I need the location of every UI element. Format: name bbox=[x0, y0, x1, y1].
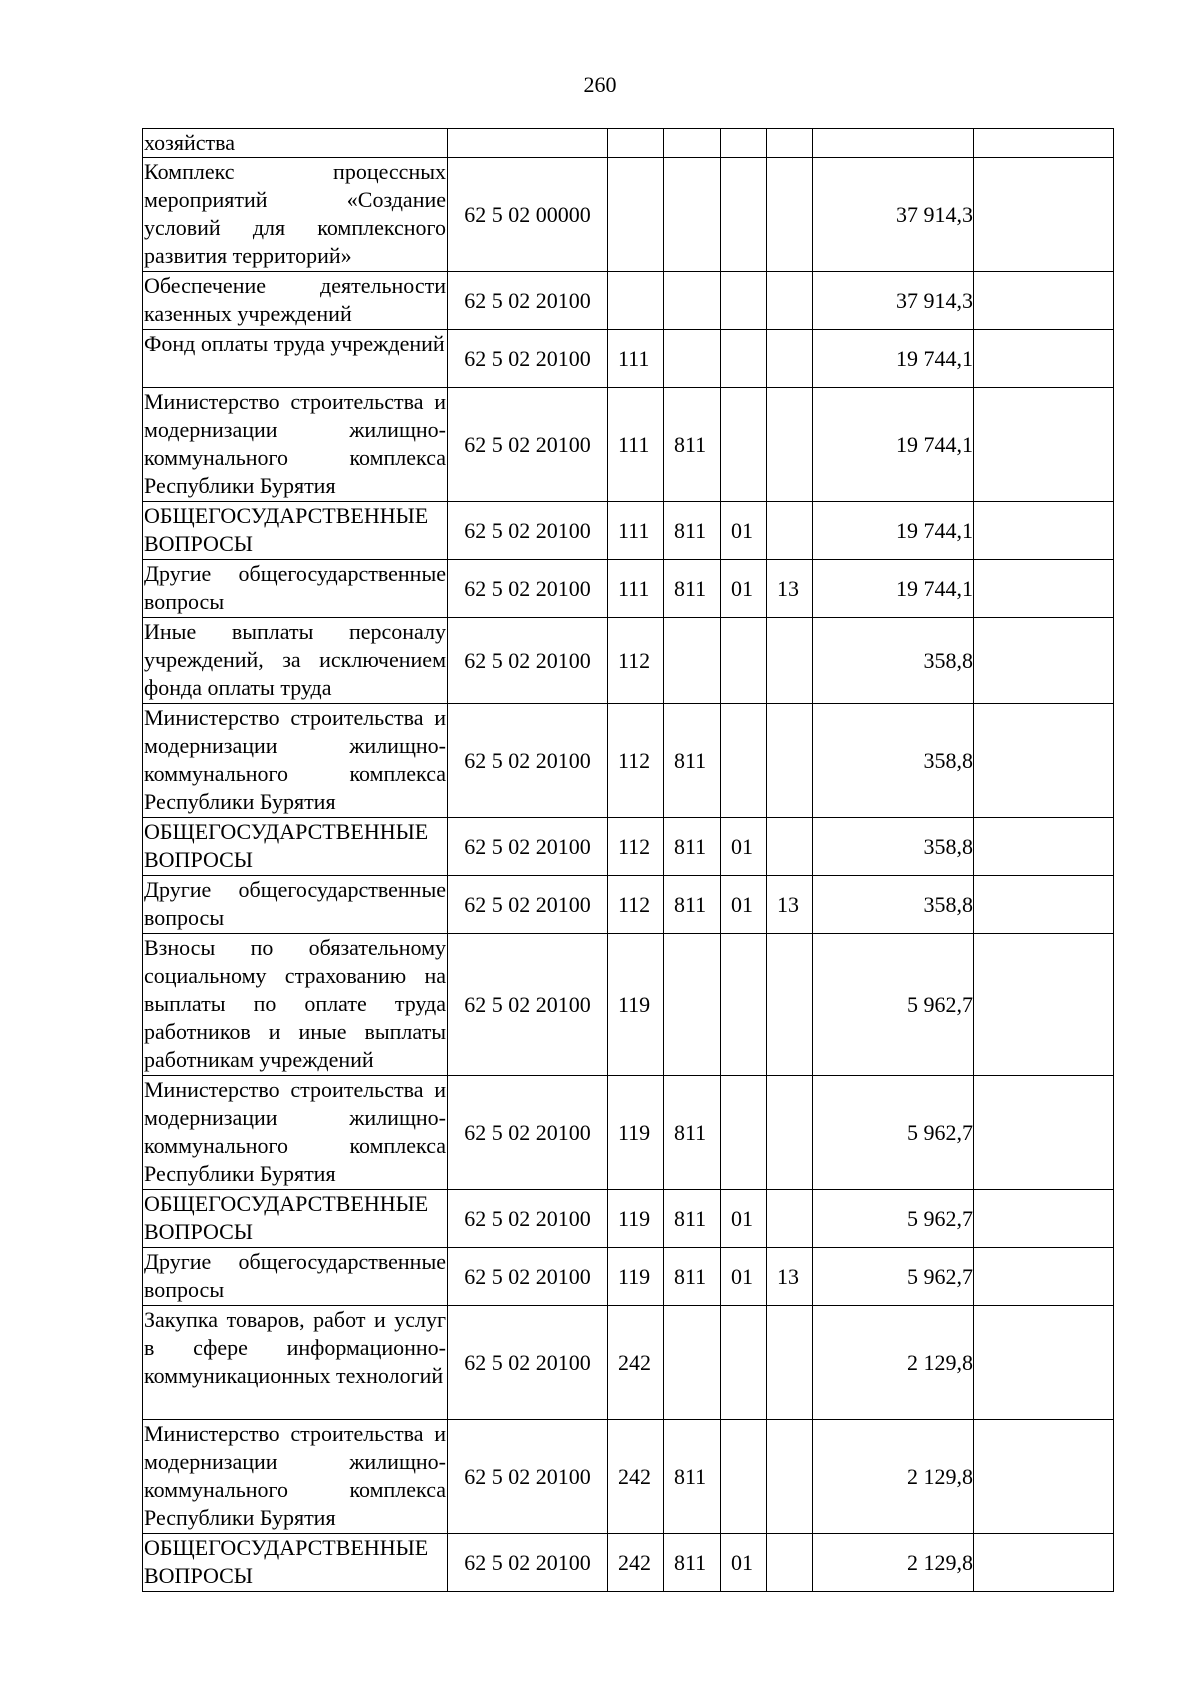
extra-cell bbox=[974, 1306, 1114, 1420]
subsection-cell: 13 bbox=[767, 560, 813, 618]
subsection-cell bbox=[767, 272, 813, 330]
amount-cell: 37 914,3 bbox=[813, 272, 974, 330]
extra-cell bbox=[974, 704, 1114, 818]
target-article-cell: 62 5 02 20100 bbox=[448, 618, 608, 704]
amount-cell: 19 744,1 bbox=[813, 502, 974, 560]
expense-type-cell: 119 bbox=[608, 1248, 664, 1306]
extra-cell bbox=[974, 1534, 1114, 1592]
subsection-cell bbox=[767, 1534, 813, 1592]
amount-cell bbox=[813, 129, 974, 158]
ministry-code-cell: 811 bbox=[664, 1534, 721, 1592]
section-cell bbox=[721, 158, 767, 272]
ministry-code-cell bbox=[664, 330, 721, 388]
table-row bbox=[143, 1420, 1114, 1534]
table-row bbox=[143, 502, 1114, 560]
ministry-code-cell: 811 bbox=[664, 560, 721, 618]
ministry-code-cell: 811 bbox=[664, 704, 721, 818]
extra-cell bbox=[974, 158, 1114, 272]
ministry-code-cell bbox=[664, 618, 721, 704]
extra-cell bbox=[974, 1076, 1114, 1190]
ministry-code-cell: 811 bbox=[664, 1420, 721, 1534]
section-cell bbox=[721, 1076, 767, 1190]
extra-cell bbox=[974, 1420, 1114, 1534]
target-article-cell bbox=[448, 129, 608, 158]
subsection-cell bbox=[767, 1306, 813, 1420]
subsection-cell bbox=[767, 330, 813, 388]
subsection-cell bbox=[767, 1076, 813, 1190]
table-row bbox=[143, 272, 1114, 330]
section-cell: 01 bbox=[721, 1190, 767, 1248]
section-cell bbox=[721, 934, 767, 1076]
target-article-cell: 62 5 02 20100 bbox=[448, 1420, 608, 1534]
ministry-code-cell: 811 bbox=[664, 1248, 721, 1306]
item-name-cell: Фонд оплаты труда учреждений bbox=[143, 330, 448, 388]
item-name-cell: Другие общегосударственные вопросы bbox=[143, 560, 448, 618]
target-article-cell: 62 5 02 00000 bbox=[448, 158, 608, 272]
target-article-cell: 62 5 02 20100 bbox=[448, 272, 608, 330]
table-row bbox=[143, 704, 1114, 818]
amount-cell: 2 129,8 bbox=[813, 1534, 974, 1592]
target-article-cell: 62 5 02 20100 bbox=[448, 704, 608, 818]
amount-cell: 5 962,7 bbox=[813, 1248, 974, 1306]
expense-type-cell: 111 bbox=[608, 502, 664, 560]
section-cell bbox=[721, 1306, 767, 1420]
section-cell bbox=[721, 330, 767, 388]
expense-type-cell: 112 bbox=[608, 704, 664, 818]
extra-cell bbox=[974, 272, 1114, 330]
subsection-cell bbox=[767, 618, 813, 704]
expense-type-cell: 111 bbox=[608, 388, 664, 502]
item-name-cell: Комплекс процессных мероприятий «Создание условий для комплексного развития территорий» bbox=[143, 158, 448, 272]
amount-cell: 5 962,7 bbox=[813, 1076, 974, 1190]
table-row bbox=[143, 1248, 1114, 1306]
ministry-code-cell bbox=[664, 934, 721, 1076]
subsection-cell bbox=[767, 158, 813, 272]
table-row bbox=[143, 560, 1114, 618]
subsection-cell: 13 bbox=[767, 1248, 813, 1306]
target-article-cell: 62 5 02 20100 bbox=[448, 560, 608, 618]
extra-cell bbox=[974, 502, 1114, 560]
item-name-cell: Министерство строительства и модернизации жилищно-коммунального комплекса Республики Бурятия bbox=[143, 1076, 448, 1190]
expense-type-cell: 242 bbox=[608, 1306, 664, 1420]
section-cell: 01 bbox=[721, 502, 767, 560]
target-article-cell: 62 5 02 20100 bbox=[448, 934, 608, 1076]
ministry-code-cell: 811 bbox=[664, 1076, 721, 1190]
item-name-cell: Обеспечение деятельности казенных учреждений bbox=[143, 272, 448, 330]
expense-type-cell: 112 bbox=[608, 618, 664, 704]
ministry-code-cell: 811 bbox=[664, 1190, 721, 1248]
amount-cell: 358,8 bbox=[813, 618, 974, 704]
amount-cell: 19 744,1 bbox=[813, 560, 974, 618]
section-cell: 01 bbox=[721, 1534, 767, 1592]
ministry-code-cell: 811 bbox=[664, 876, 721, 934]
table-row bbox=[143, 158, 1114, 272]
extra-cell bbox=[974, 330, 1114, 388]
extra-cell bbox=[974, 618, 1114, 704]
item-name-cell: Другие общегосударственные вопросы bbox=[143, 876, 448, 934]
subsection-cell bbox=[767, 704, 813, 818]
ministry-code-cell: 811 bbox=[664, 502, 721, 560]
table-row bbox=[143, 818, 1114, 876]
subsection-cell bbox=[767, 818, 813, 876]
amount-cell: 37 914,3 bbox=[813, 158, 974, 272]
section-cell bbox=[721, 272, 767, 330]
table-body bbox=[143, 129, 1114, 1592]
expense-type-cell: 242 bbox=[608, 1420, 664, 1534]
target-article-cell: 62 5 02 20100 bbox=[448, 1076, 608, 1190]
section-cell: 01 bbox=[721, 560, 767, 618]
section-cell bbox=[721, 129, 767, 158]
subsection-cell bbox=[767, 1420, 813, 1534]
section-cell bbox=[721, 704, 767, 818]
target-article-cell: 62 5 02 20100 bbox=[448, 818, 608, 876]
section-cell bbox=[721, 618, 767, 704]
extra-cell bbox=[974, 934, 1114, 1076]
item-name-cell: Иные выплаты персоналу учреждений, за исключением фонда оплаты труда bbox=[143, 618, 448, 704]
target-article-cell: 62 5 02 20100 bbox=[448, 1306, 608, 1420]
expense-type-cell bbox=[608, 129, 664, 158]
extra-cell bbox=[974, 388, 1114, 502]
target-article-cell: 62 5 02 20100 bbox=[448, 388, 608, 502]
page-number: 260 bbox=[583, 72, 617, 97]
expense-type-cell: 112 bbox=[608, 876, 664, 934]
expense-type-cell bbox=[608, 158, 664, 272]
ministry-code-cell: 811 bbox=[664, 818, 721, 876]
table-row bbox=[143, 129, 1114, 158]
expense-type-cell bbox=[608, 272, 664, 330]
section-cell bbox=[721, 388, 767, 502]
expense-type-cell: 119 bbox=[608, 1076, 664, 1190]
target-article-cell: 62 5 02 20100 bbox=[448, 502, 608, 560]
section-cell bbox=[721, 1420, 767, 1534]
extra-cell bbox=[974, 129, 1114, 158]
amount-cell: 2 129,8 bbox=[813, 1306, 974, 1420]
amount-cell: 19 744,1 bbox=[813, 388, 974, 502]
item-name-cell: ОБЩЕГОСУДАРСТВЕННЫЕ ВОПРОСЫ bbox=[143, 1190, 448, 1248]
expense-type-cell: 119 bbox=[608, 1190, 664, 1248]
item-name-cell: Другие общегосударственные вопросы bbox=[143, 1248, 448, 1306]
expense-type-cell: 111 bbox=[608, 330, 664, 388]
section-cell: 01 bbox=[721, 876, 767, 934]
ministry-code-cell bbox=[664, 272, 721, 330]
item-name-cell: Министерство строительства и модернизации жилищно-коммунального комплекса Республики Бурятия bbox=[143, 704, 448, 818]
budget-table bbox=[142, 128, 1114, 1592]
amount-cell: 358,8 bbox=[813, 876, 974, 934]
amount-cell: 5 962,7 bbox=[813, 934, 974, 1076]
subsection-cell bbox=[767, 388, 813, 502]
target-article-cell: 62 5 02 20100 bbox=[448, 1190, 608, 1248]
amount-cell: 19 744,1 bbox=[813, 330, 974, 388]
target-article-cell: 62 5 02 20100 bbox=[448, 330, 608, 388]
extra-cell bbox=[974, 818, 1114, 876]
target-article-cell: 62 5 02 20100 bbox=[448, 876, 608, 934]
table-row bbox=[143, 388, 1114, 502]
expense-type-cell: 111 bbox=[608, 560, 664, 618]
extra-cell bbox=[974, 1248, 1114, 1306]
subsection-cell: 13 bbox=[767, 876, 813, 934]
table-row bbox=[143, 934, 1114, 1076]
item-name-cell: Закупка товаров, работ и услуг в сфере информационно-коммуникационных технологий bbox=[143, 1306, 448, 1420]
extra-cell bbox=[974, 560, 1114, 618]
item-name-cell: ОБЩЕГОСУДАРСТВЕННЫЕ ВОПРОСЫ bbox=[143, 818, 448, 876]
table-row bbox=[143, 330, 1114, 388]
subsection-cell bbox=[767, 934, 813, 1076]
expense-type-cell: 112 bbox=[608, 818, 664, 876]
item-name-cell: Взносы по обязательному социальному страхованию на выплаты по оплате труда работников и иные выплаты работникам учреждений bbox=[143, 934, 448, 1076]
extra-cell bbox=[974, 876, 1114, 934]
item-name-cell: Министерство строительства и модернизации жилищно-коммунального комплекса Республики Бурятия bbox=[143, 1420, 448, 1534]
extra-cell bbox=[974, 1190, 1114, 1248]
table-row bbox=[143, 876, 1114, 934]
ministry-code-cell bbox=[664, 129, 721, 158]
subsection-cell bbox=[767, 502, 813, 560]
section-cell: 01 bbox=[721, 1248, 767, 1306]
expense-type-cell: 119 bbox=[608, 934, 664, 1076]
subsection-cell bbox=[767, 129, 813, 158]
item-name-cell: хозяйства bbox=[143, 129, 448, 158]
table-row bbox=[143, 1190, 1114, 1248]
section-cell: 01 bbox=[721, 818, 767, 876]
amount-cell: 2 129,8 bbox=[813, 1420, 974, 1534]
subsection-cell bbox=[767, 1190, 813, 1248]
item-name-cell: ОБЩЕГОСУДАРСТВЕННЫЕ ВОПРОСЫ bbox=[143, 502, 448, 560]
table-row bbox=[143, 618, 1114, 704]
amount-cell: 358,8 bbox=[813, 818, 974, 876]
expense-type-cell: 242 bbox=[608, 1534, 664, 1592]
ministry-code-cell bbox=[664, 1306, 721, 1420]
ministry-code-cell bbox=[664, 158, 721, 272]
table-row bbox=[143, 1534, 1114, 1592]
table-row bbox=[143, 1076, 1114, 1190]
item-name-cell: ОБЩЕГОСУДАРСТВЕННЫЕ ВОПРОСЫ bbox=[143, 1534, 448, 1592]
amount-cell: 358,8 bbox=[813, 704, 974, 818]
target-article-cell: 62 5 02 20100 bbox=[448, 1534, 608, 1592]
table-row bbox=[143, 1306, 1114, 1420]
ministry-code-cell: 811 bbox=[664, 388, 721, 502]
target-article-cell: 62 5 02 20100 bbox=[448, 1248, 608, 1306]
amount-cell: 5 962,7 bbox=[813, 1190, 974, 1248]
item-name-cell: Министерство строительства и модернизации жилищно-коммунального комплекса Республики Бурятия bbox=[143, 388, 448, 502]
